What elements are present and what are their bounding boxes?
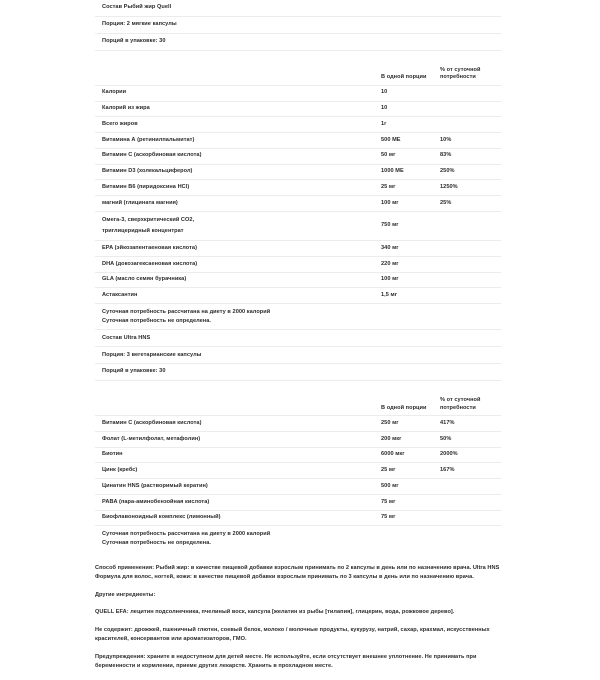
other-ingredients-paragraph: QUELL EFA: лецитин подсолнечника, пчелиный воск, капсула [желатин из рыбы [тилапия], глицерин, вода, рожковое дерево].	[95, 608, 455, 615]
ingredient-name: Калории	[95, 85, 378, 101]
table-row	[95, 463, 501, 479]
free-from-paragraph: Не содержит: дрожжей, пшеничный глютен, соевый белок, молоко / молочные продукты, кукурузу, натрий, сахар, крахмал, искусственных красителей, консервантов или ароматизаторов, ГМО.	[95, 626, 490, 642]
ingredient-daily-value: 167%	[437, 463, 501, 479]
ingredient-name: Астаксантин	[95, 288, 378, 304]
content-column	[95, 0, 501, 680]
column-header-name	[95, 388, 378, 416]
ingredient-name: Витамин B6 (пиридоксина HCl)	[95, 180, 378, 196]
ingredient-amount: 1,5 мг	[378, 288, 437, 304]
column-header-amount: В одной порции	[378, 388, 437, 416]
ingredient-daily-value	[437, 479, 501, 495]
ingredient-daily-value	[437, 494, 501, 510]
ingredient-amount: 75 мг	[378, 494, 437, 510]
ingredient-daily-value: 417%	[437, 416, 501, 432]
serving-size-row	[95, 347, 501, 364]
spacer-cell	[95, 381, 501, 389]
footnote-line: Суточная потребность не определена.	[102, 540, 211, 547]
table-spacer	[95, 50, 501, 58]
serving-size: Порция: 2 мягкие капсулы	[95, 16, 501, 33]
serving-size-row	[95, 16, 501, 33]
table-spacer	[95, 381, 501, 389]
table-title: Состав Ultra HNS	[95, 330, 501, 347]
table-row	[95, 432, 501, 448]
table-row	[95, 101, 501, 117]
footnote-line: Суточная потребность не определена.	[102, 317, 211, 324]
ingredient-name: Витамин D3 (холекальциферол)	[95, 164, 378, 180]
table-row	[95, 510, 501, 526]
supplement-facts-table-ultra-hns	[95, 329, 501, 526]
supplement-facts-table-quell	[95, 0, 501, 304]
column-header-daily-value: % от суточной потребности	[437, 388, 501, 416]
ingredient-amount: 1г	[378, 117, 437, 133]
ingredient-daily-value: 250%	[437, 164, 501, 180]
spacer-cell	[95, 50, 501, 58]
ingredient-name: Всего жиров	[95, 117, 378, 133]
table-row	[95, 133, 501, 149]
ingredient-name: Витамина А (ретинилпальмитат)	[95, 133, 378, 149]
table-row	[95, 85, 501, 101]
footnote-line: Суточная потребность рассчитана на диету в 2000 калорий	[102, 309, 271, 316]
ingredient-name: PABA (пара-аминобензойная кислота)	[95, 494, 378, 510]
table-row	[95, 148, 501, 164]
ingredient-amount: 75 мг	[378, 510, 437, 526]
column-header-row	[95, 388, 501, 416]
column-header-daily-value: % от суточной потребности	[437, 58, 501, 86]
table-row	[95, 416, 501, 432]
ingredient-amount: 6000 мкг	[378, 447, 437, 463]
servings-per-container: Порций в упаковке: 30	[95, 33, 501, 50]
ingredient-daily-value	[437, 85, 501, 101]
ingredient-name: GLA (масло семян бурачника)	[95, 272, 378, 288]
ingredient-amount: 1000 МЕ	[378, 164, 437, 180]
servings-per-container-row	[95, 364, 501, 381]
ingredient-daily-value	[437, 288, 501, 304]
ingredient-daily-value: 2000%	[437, 447, 501, 463]
ingredient-daily-value: 25%	[437, 196, 501, 212]
footnote-line: Суточная потребность рассчитана на диету в 2000 калорий	[102, 531, 271, 538]
ingredient-daily-value: 83%	[437, 148, 501, 164]
ingredient-name: Цинатин HNS (растворимый кератин)	[95, 479, 378, 495]
table-row	[95, 479, 501, 495]
section-gap	[95, 552, 501, 564]
ingredient-name: Витамин С (аскорбиновая кислота)	[95, 416, 378, 432]
other-ingredients-heading: Другие ингредиенты:	[95, 591, 156, 598]
ingredient-name: Калорий из жира	[95, 101, 378, 117]
ingredient-daily-value	[437, 117, 501, 133]
ingredient-amount: 25 мг	[378, 463, 437, 479]
ingredient-name: магний (глицината магния)	[95, 196, 378, 212]
table-row	[95, 117, 501, 133]
ingredient-daily-value	[437, 241, 501, 257]
table-row	[95, 288, 501, 304]
table-row	[95, 494, 501, 510]
ingredient-amount: 100 мг	[378, 272, 437, 288]
ingredient-name: Биотин	[95, 447, 378, 463]
ingredient-amount: 50 мг	[378, 148, 437, 164]
ingredient-name: Фолат (L-метилфолат, метафолин)	[95, 432, 378, 448]
ingredient-daily-value	[437, 211, 501, 240]
ingredient-amount: 250 мг	[378, 416, 437, 432]
servings-per-container: Порций в упаковке: 30	[95, 364, 501, 381]
table-title-row	[95, 0, 501, 16]
ingredient-name: Цинк (кребс)	[95, 463, 378, 479]
ingredient-amount: 25 мг	[378, 180, 437, 196]
ingredient-daily-value: 1250%	[437, 180, 501, 196]
serving-size: Порция: 3 вегетарианские капсулы	[95, 347, 501, 364]
table-row	[95, 256, 501, 272]
column-header-row	[95, 58, 501, 86]
table-row	[95, 447, 501, 463]
ingredient-amount: 500 МЕ	[378, 133, 437, 149]
ingredient-daily-value: 10%	[437, 133, 501, 149]
ingredient-amount: 340 мг	[378, 241, 437, 257]
ingredient-name: Омега-3, сверхкритический CO2, триглицеридный концентрат	[95, 211, 378, 240]
ingredient-name: EPA (эйкозапентаеновая кислота)	[95, 241, 378, 257]
ingredient-name: Биофлавоноидный комплекс (лимонный)	[95, 510, 378, 526]
table-row	[95, 211, 501, 240]
ingredient-amount: 10	[378, 101, 437, 117]
ingredient-amount: 100 мг	[378, 196, 437, 212]
table-footnotes-ultra-hns	[95, 526, 501, 551]
ingredient-name: Витамин С (аскорбиновая кислота)	[95, 148, 378, 164]
table-row	[95, 241, 501, 257]
ingredient-amount: 200 мкг	[378, 432, 437, 448]
ingredient-amount: 750 мг	[378, 211, 437, 240]
ingredient-name: DHA (докозагексаеновая кислота)	[95, 256, 378, 272]
table-row	[95, 196, 501, 212]
ingredient-daily-value	[437, 256, 501, 272]
table-title-row	[95, 330, 501, 347]
ingredient-daily-value	[437, 510, 501, 526]
ingredient-daily-value	[437, 272, 501, 288]
table-title: Состав Рыбий жир Quell	[95, 0, 501, 16]
ingredient-daily-value	[437, 101, 501, 117]
column-header-name	[95, 58, 378, 86]
ingredient-amount: 10	[378, 85, 437, 101]
table-row	[95, 180, 501, 196]
ingredient-daily-value: 50%	[437, 432, 501, 448]
table-row	[95, 272, 501, 288]
ingredient-amount: 220 мг	[378, 256, 437, 272]
directions-paragraph: Способ применения: Рыбий жир: в качестве пищевой добавки взрослым принимать по 2 капсулы в день или по назначению врача. Ultra HNS Формула для волос, ногтей, кожи: в качестве пищевой добавки взрослым принимать по 3 капсулы в день или по назначению врача.	[95, 564, 500, 580]
column-header-amount: В одной порции	[378, 58, 437, 86]
warning-paragraph: Предупреждения: храните в недоступном для детей месте. Не используйте, если отсутствует внешнее уплотнение. Не принимать при беременности и кормлении, приеме других лекарств. Хранить в прохладном месте.	[95, 654, 477, 670]
table-row	[95, 164, 501, 180]
table-footnotes-quell	[95, 304, 501, 329]
servings-per-container-row	[95, 33, 501, 50]
ingredient-amount: 500 мг	[378, 479, 437, 495]
